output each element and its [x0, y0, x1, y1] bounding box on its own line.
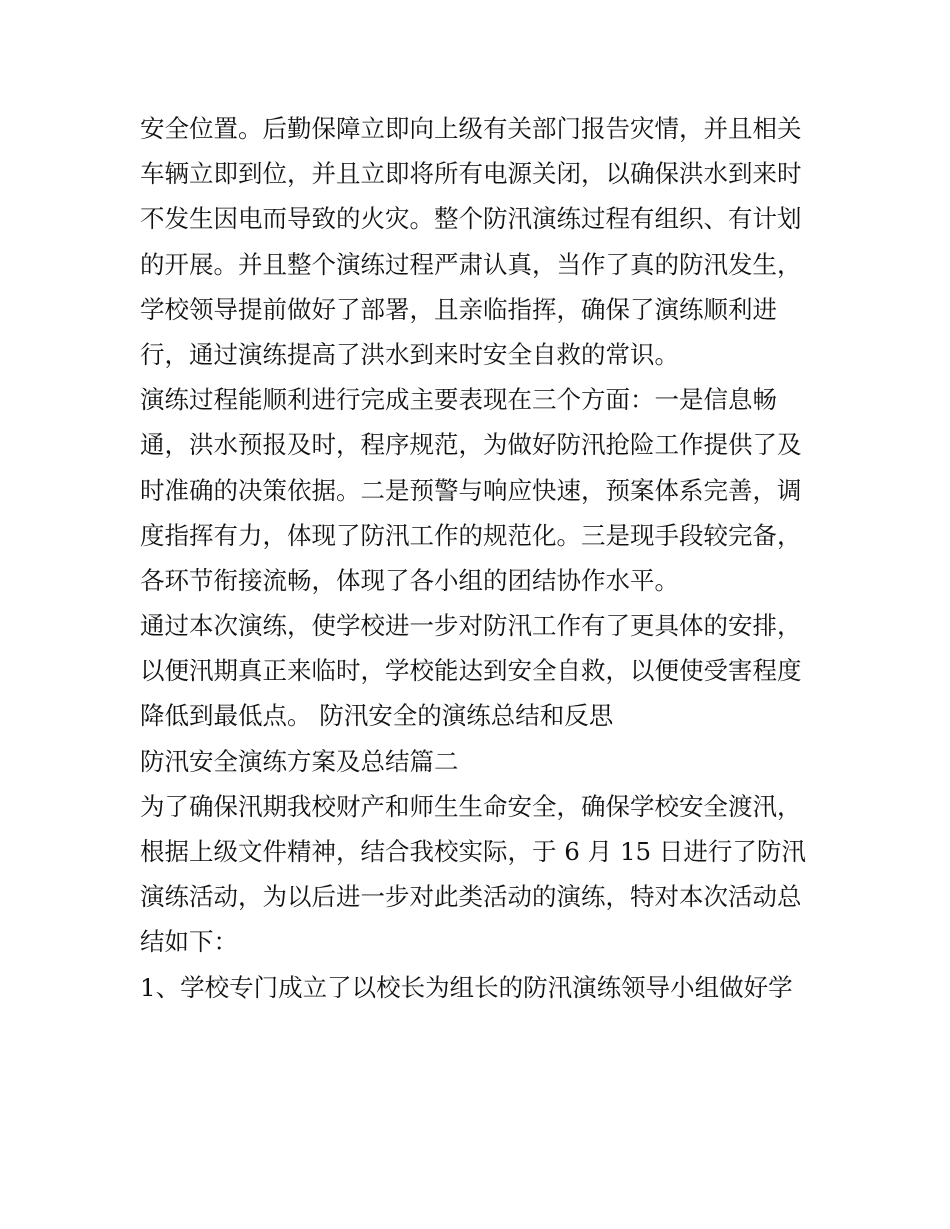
text-line: 时准确的决策依据。二是预警与响应快速，预案体系完善，调 — [140, 475, 802, 505]
text-line: 的开展。并且整个演练过程严肃认真，当作了真的防汛发生， — [140, 249, 802, 279]
text-line: 度指挥有力，体现了防汛工作的规范化。三是现手段较完备， — [140, 520, 802, 550]
text-line: 车辆立即到位，并且立即将所有电源关闭，以确保洪水到来时 — [140, 159, 802, 189]
text-line: 安全位置。后勤保障立即向上级有关部门报告灾情，并且相关 — [140, 114, 802, 143]
list-item: 1、学校专门成立了以校长为组长的防汛演练领导小组做好学 — [140, 972, 793, 1002]
text-line: 演练过程能顺利进行完成主要表现在三个方面：一是信息畅 — [140, 385, 777, 415]
text-line: 降低到最低点。 防汛安全的演练总结和反思 — [140, 701, 614, 731]
text-line: 各环节衔接流畅，体现了各小组的团结协作水平。 — [140, 565, 679, 595]
text-line: 结如下： — [140, 927, 238, 957]
text-line: 以便汛期真正来临时，学校能达到安全自救，以便使受害程度 — [140, 656, 802, 686]
section-heading: 防汛安全演练方案及总结篇二 — [140, 746, 459, 776]
text-line: 通过本次演练，使学校进一步对防汛工作有了更具体的安排， — [140, 611, 802, 641]
document-body — [140, 106, 830, 1010]
text-line: 为了确保汛期我校财产和师生生命安全，确保学校安全渡汛， — [140, 791, 802, 821]
text-line: 根据上级文件精神，结合我校实际，于 6 月 15 日进行了防汛 — [140, 837, 806, 866]
text-line: 演练活动，为以后进一步对此类活动的演练，特对本次活动总 — [140, 882, 802, 912]
text-line: 通，洪水预报及时，程序规范，为做好防汛抢险工作提供了及 — [140, 430, 802, 460]
text-line: 行，通过演练提高了洪水到来时安全自救的常识。 — [140, 339, 679, 369]
text-line: 学校领导提前做好了部署，且亲临指挥，确保了演练顺利进 — [140, 294, 777, 324]
text-line: 不发生因电而导致的火灾。整个防汛演练过程有组织、有计划 — [140, 204, 802, 234]
